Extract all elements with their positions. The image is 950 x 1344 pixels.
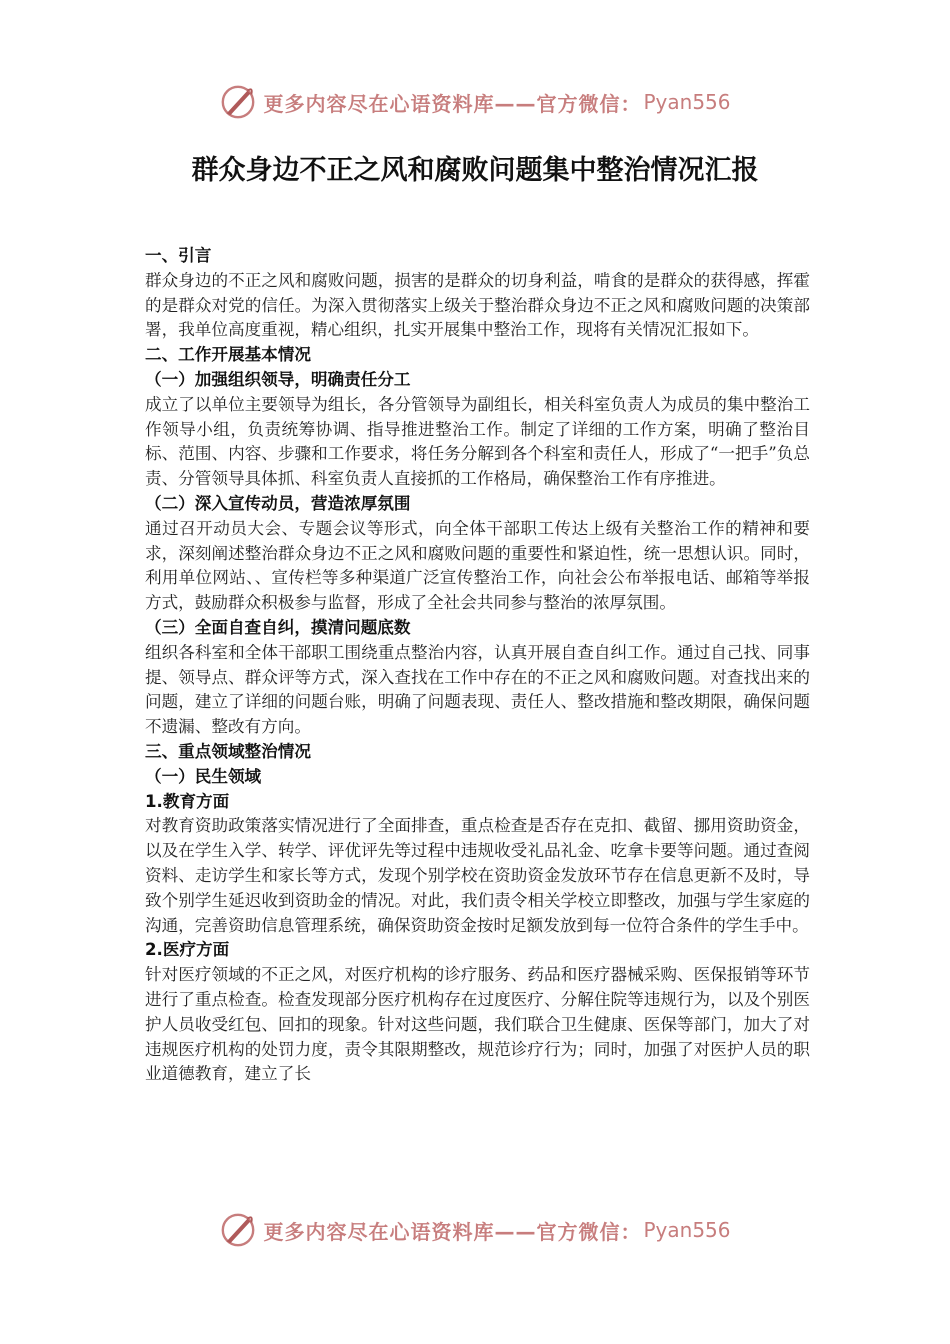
banner-text: 更多内容尽在心语资料库——官方微信： (263, 91, 642, 116)
paragraph: 群众身边的不正之风和腐败问题，损害的是群众的切身利益，啃食的是群众的获得感，挥霍的是群众对党的信任。为深入贯彻落实上级关于整治群众身边不正之风和腐败问题的决策部署，我单位高度重视，精心组织，扎实开展集中整治工作，现将有关情况汇报如下。 (145, 270, 810, 340)
quill-logo-icon (219, 83, 257, 121)
paragraph: 对教育资助政策落实情况进行了全面排查，重点检查是否存在克扣、截留、挪用资助资金，以及在学生入学、转学、评优评先等过程中违规收受礼品礼金、吃拿卡要等问题。通过查阅资料、走访学生和家长等方式，发现个别学校在资助资金发放环节存在信息更新不及时，导致个别学生延迟收到资助金的情况。对此，我们责令相关学校立即整改，加强与学生家庭的沟通，完善资助信息管理系统，确保资助资金按时足额发放到每一位符合条件的学生手中。 (145, 816, 810, 935)
item-heading: 2.医疗方面 (145, 940, 230, 960)
document-title: 群众身边不正之风和腐败问题集中整治情况汇报 (191, 155, 759, 186)
paragraph: 成立了以单位主要领导为组长，各分管领导为副组长，相关科室负责人为成员的集中整治工作领导小组，负责统筹协调、指导推进整治工作。制定了详细的工作方案，明确了整治目标、范围、内容、步骤和工作要求，将任务分解到各个科室和责任人，形成了“一把手”负总责、分管领导具体抓、科室负责人直接抓的工作格局，确保整治工作有序推进。 (145, 394, 810, 489)
subsection-heading: （二）深入宣传动员，营造浓厚氛围 (145, 493, 411, 513)
section-heading-key-areas: 三、重点领域整治情况 (145, 741, 311, 761)
subsection-heading: （一）加强组织领导，明确责任分工 (145, 369, 411, 389)
footer-watermark-banner (0, 1210, 950, 1250)
item-heading: 1.教育方面 (145, 791, 230, 811)
section-heading-intro: 一、引言 (145, 246, 212, 265)
paragraph: 针对医疗领域的不正之风，对医疗机构的诊疗服务、药品和医疗器械采购、医保报销等环节进行了重点检查。检查发现部分医疗机构存在过度医疗、分解住院等违规行为，以及个别医护人员收受红包、回扣的现象。针对这些问题，我们联合卫生健康、医保等部门，加大了对违规医疗机构的处罚力度，责令其限期整改，规范诊疗行为；同时，加强了对医护人员的职业道德教育，建立了长 (145, 965, 810, 1084)
header-watermark-banner (0, 82, 950, 122)
banner-contact: Pyan556 (643, 1218, 731, 1242)
banner-contact: Pyan556 (643, 90, 731, 114)
document-body (145, 244, 810, 1087)
section-heading-basic: 二、工作开展基本情况 (145, 345, 311, 365)
quill-logo-icon (219, 1211, 257, 1249)
subsection-heading: （一）民生领域 (145, 766, 262, 786)
paragraph: 组织各科室和全体干部职工围绕重点整治内容，认真开展自查自纠工作。通过自己找、同事提、领导点、群众评等方式，深入查找在工作中存在的不正之风和腐败问题。对查找出来的问题，建立了详细的问题台账，明确了问题表现、责任人、整改措施和整改期限，确保问题不遗漏、整改有方向。 (145, 642, 810, 737)
subsection-heading: （三）全面自查自纠，摸清问题底数 (145, 617, 411, 637)
paragraph: 通过召开动员大会、专题会议等形式，向全体干部职工传达上级有关整治工作的精神和要求，深刻阐述整治群众身边不正之风和腐败问题的重要性和紧迫性，统一思想认识。同时，利用单位网站、、宣传栏等多种渠道广泛宣传整治工作，向社会公布举报电话、邮箱等举报方式，鼓励群众积极参与监督，形成了全社会共同参与整治的浓厚氛围。 (145, 518, 810, 613)
banner-text: 更多内容尽在心语资料库——官方微信： (263, 1219, 642, 1244)
